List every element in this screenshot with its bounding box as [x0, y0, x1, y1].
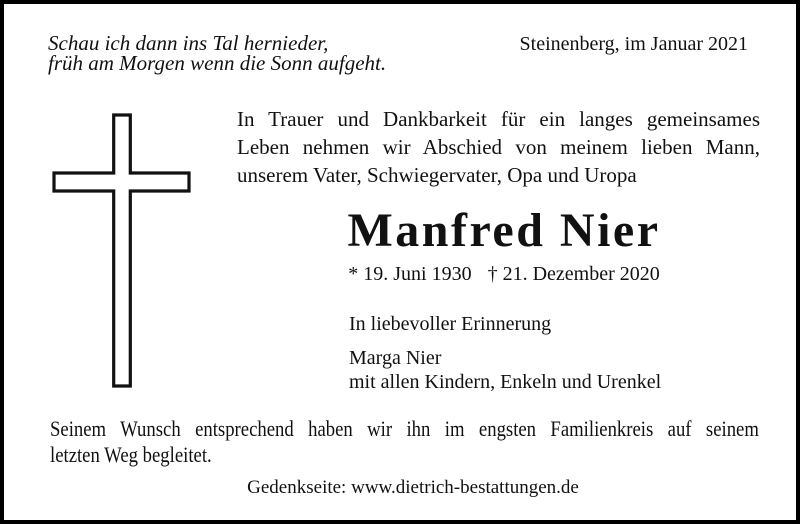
- memorial-url: www.dietrich-bestattungen.de: [351, 477, 579, 498]
- intro-paragraph: [237, 105, 760, 189]
- mourner-family: mit allen Kindern, Enkeln und Urenkel: [349, 371, 662, 393]
- remembrance-line: In liebevoller Erinnerung: [349, 313, 552, 335]
- epigraph-line-1: Schau ich dann ins Tal hernieder,: [48, 31, 329, 55]
- memorial-line: [24, 477, 800, 499]
- mourner-name: Marga Nier: [349, 347, 442, 369]
- intro-line-3: unserem Vater, Schwiegervater, Opa und Uropa: [237, 163, 637, 187]
- intro-line-2: Leben nehmen wir Abschied von meinem lieben Mann,: [237, 135, 760, 159]
- cross-icon: [50, 111, 194, 391]
- life-dates: [241, 263, 767, 286]
- farewell-line-1: Seinem Wunsch entsprechend haben wir ihn im engsten Familienkreis auf seinem: [50, 416, 759, 441]
- deceased-name: Manfred Nier: [347, 204, 661, 257]
- memorial-label: Gedenkseite:: [247, 477, 347, 498]
- closing-block: [349, 312, 661, 394]
- birth-date: * 19. Juni 1930: [348, 263, 472, 285]
- place-dateline: Steinenberg, im Januar 2021: [519, 33, 748, 55]
- death-date: † 21. Dezember 2020: [487, 263, 660, 285]
- epigraph-line-2: früh am Morgen wenn die Sonn aufgeht.: [48, 51, 387, 75]
- farewell-line-2: letzten Weg begleitet.: [50, 442, 212, 467]
- epigraph: [48, 33, 386, 73]
- intro-line-1: In Trauer und Dankbarkeit für ein langes gemeinsames: [237, 107, 760, 131]
- farewell-paragraph: [50, 416, 759, 468]
- mourners: [349, 346, 661, 394]
